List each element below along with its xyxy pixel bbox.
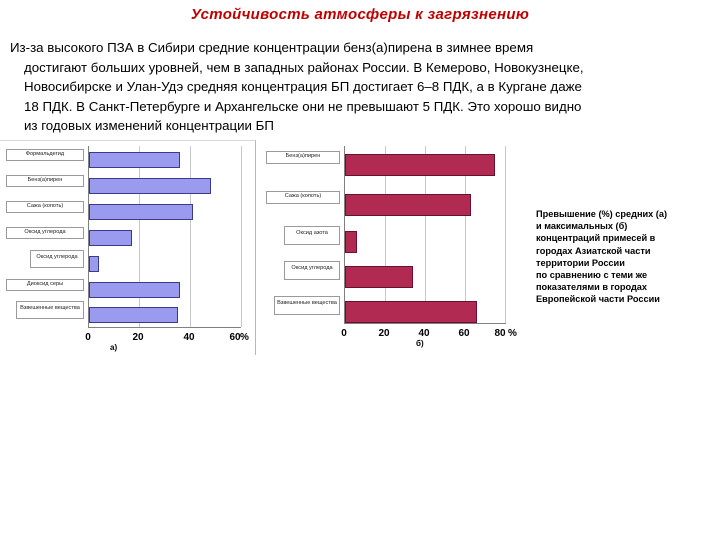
body-text (10, 38, 710, 136)
caption-line-1: Превышение (%) средних (а) (536, 209, 668, 219)
gridline (190, 146, 191, 327)
category-label: Оксид азота (284, 226, 340, 245)
bar (89, 204, 193, 220)
chart-b (256, 140, 528, 365)
body-line-2: достигают больших уровней, чем в западных районах России. В Кемерово, Новокузнецке, (24, 59, 584, 75)
gridline (139, 146, 140, 327)
x-tick-label: 40 (418, 328, 430, 339)
figure-caption (536, 208, 714, 306)
category-label: Взвешенные вещества (274, 296, 340, 315)
x-tick-label: 40 (183, 332, 195, 343)
bar (89, 152, 180, 168)
category-label: Диоксид серы (6, 279, 84, 291)
gridline (505, 146, 506, 323)
category-label: Сажа (копоть) (266, 191, 340, 204)
caption-line-7: показателями в городах (536, 282, 648, 293)
x-tick-label: 80 (494, 328, 506, 339)
x-axis-unit: % (508, 328, 517, 339)
caption-line-5: территории России (536, 257, 625, 268)
bar (345, 266, 413, 288)
category-label: Бенз(а)пирен (6, 175, 84, 187)
bar (345, 154, 495, 176)
x-tick-label: 0 (341, 328, 347, 339)
caption-line-6: по сравнению с теми же (536, 270, 648, 281)
gridline (241, 146, 242, 327)
category-label: Формальдегид (6, 149, 84, 161)
x-tick-label: 20 (378, 328, 390, 339)
bar (345, 301, 477, 323)
category-label: Сажа (копоть) (6, 201, 84, 213)
caption-line-2: и максимальных (б) (536, 221, 628, 232)
x-tick-label: 60 (229, 332, 241, 343)
x-tick-label: 60 (458, 328, 470, 339)
body-line-5: из годовых изменений концентрации БП (24, 118, 274, 133)
x-tick-label: 20 (132, 332, 144, 343)
category-label: Взвешенные вещества (16, 301, 84, 319)
bar (89, 307, 178, 323)
chart-b-label: б) (416, 339, 424, 348)
chart-a-plot (88, 146, 241, 328)
category-label: Оксид углерода (6, 227, 84, 239)
x-axis-unit: % (240, 332, 249, 343)
page-title: Устойчивость атмосферы к загрязнению (190, 6, 530, 23)
caption-line-4: городах Азиатской части (536, 245, 651, 256)
category-label: Оксид углерода (30, 250, 84, 268)
bar (89, 178, 211, 194)
body-line-1: Из-за высокого ПЗА в Сибири средние концентрации бенз(а)пирена в зимнее время (10, 40, 534, 55)
bar (345, 194, 471, 216)
bar (89, 282, 180, 298)
bar (345, 231, 357, 253)
category-label: Оксид углерода (284, 261, 340, 280)
category-label: Бенз(а)пирен (266, 151, 340, 164)
chart-a (0, 140, 256, 355)
chart-b-plot (344, 146, 506, 324)
body-line-4: 18 ПДК. В Санкт-Петербурге и Архангельске они не превышают 5 ПДК. Это хорошо видно (24, 98, 582, 114)
bar (89, 230, 132, 246)
body-line-3: Новосибирске и Улан-Удэ средняя концентрация БП достигает 6–8 ПДК, а в Кургане даже (24, 79, 582, 94)
x-tick-label: 0 (85, 332, 91, 343)
bar (89, 256, 99, 272)
chart-a-label: а) (110, 343, 118, 352)
caption-line-8: Европейской части России (536, 294, 660, 305)
caption-line-3: концентраций примесей в (536, 233, 656, 244)
